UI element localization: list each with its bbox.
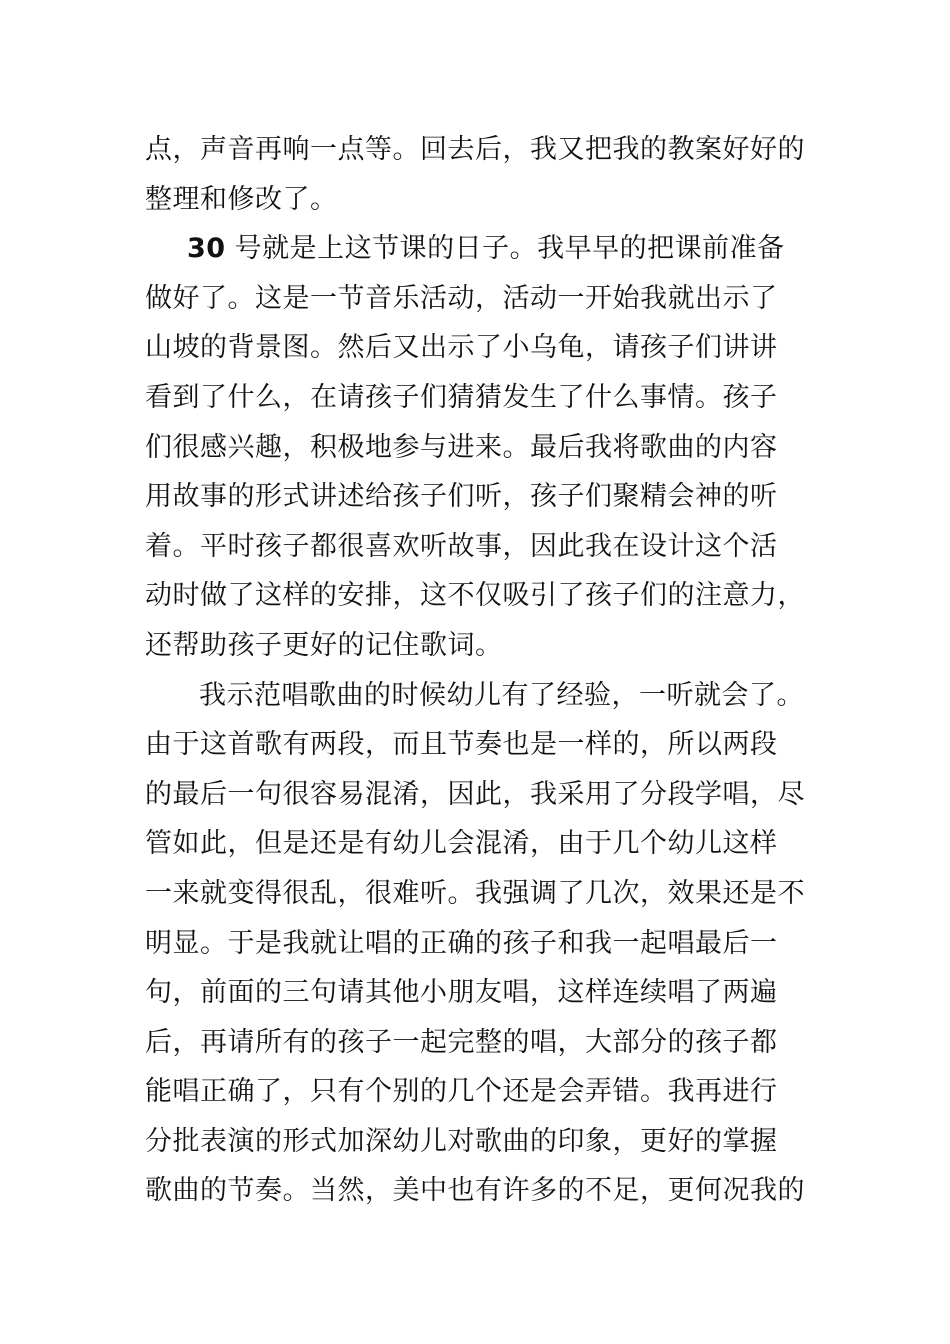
document-body — [145, 125, 825, 1216]
text-line: 一来就变得很乱，很难听。我强调了几次，效果还是不 — [145, 877, 805, 909]
date-number: 30 — [187, 233, 226, 265]
paragraph-1 — [145, 125, 825, 224]
text-line: 的最后一句很容易混淆，因此，我采用了分段学唱，尽 — [145, 778, 805, 810]
text-line: 明显。于是我就让唱的正确的孩子和我一起唱最后一 — [145, 927, 778, 959]
text-line: 用故事的形式讲述给孩子们听，孩子们聚精会神的听 — [145, 481, 778, 513]
text-line: 后，再请所有的孩子一起完整的唱，大部分的孩子都 — [145, 1026, 778, 1058]
paragraph-3 — [145, 671, 825, 1217]
text-line: 管如此，但是还是有幼儿会混淆，由于几个幼儿这样 — [145, 828, 778, 860]
text-line: 山坡的背景图。然后又出示了小乌龟，请孩子们讲讲 — [145, 332, 778, 364]
text-line: 我示范唱歌曲的时候幼儿有了经验，一听就会了。 — [199, 679, 804, 711]
text-line: 们很感兴趣，积极地参与进来。最后我将歌曲的内容 — [145, 431, 778, 463]
text-line: 歌曲的节奏。当然，美中也有许多的不足，更何况我的 — [145, 1175, 805, 1207]
text-line: 能唱正确了，只有个别的几个还是会弄错。我再进行 — [145, 1076, 778, 1108]
text-line-rest: 号就是上这节课的日子。我早早的把课前准备 — [225, 233, 785, 265]
text-line: 着。平时孩子都很喜欢听故事，因此我在设计这个活 — [145, 530, 778, 562]
text-line: 句，前面的三句请其他小朋友唱，这样连续唱了两遍 — [145, 977, 778, 1009]
text-line: 整理和修改了。 — [145, 183, 338, 215]
text-line: 看到了什么，在请孩子们猜猜发生了什么事情。孩子 — [145, 381, 778, 413]
text-line: 分批表演的形式加深幼儿对歌曲的印象，更好的掌握 — [145, 1125, 778, 1157]
text-line: 做好了。这是一节音乐活动，活动一开始我就出示了 — [145, 282, 778, 314]
text-line: 还帮助孩子更好的记住歌词。 — [145, 629, 503, 661]
text-line: 由于这首歌有两段，而且节奏也是一样的，所以两段 — [145, 729, 778, 761]
text-line: 动时做了这样的安排，这不仅吸引了孩子们的注意力， — [145, 580, 805, 612]
text-line: 点，声音再响一点等。回去后，我又把我的教案好好的 — [145, 134, 805, 165]
text-line — [145, 224, 825, 274]
paragraph-2 — [145, 224, 825, 670]
